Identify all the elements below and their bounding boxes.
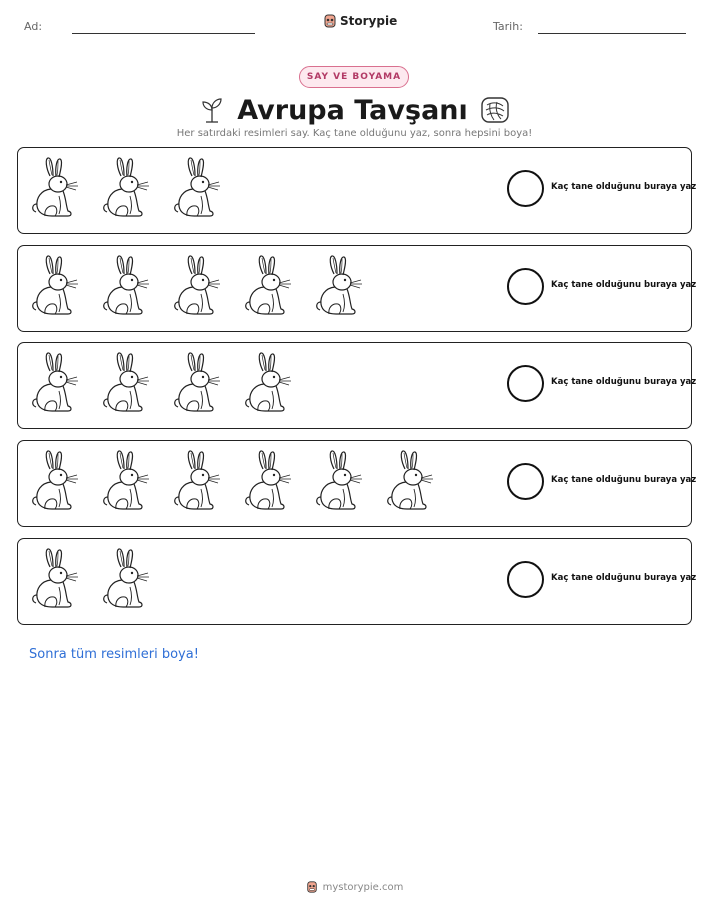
rabbit-icon[interactable]: [241, 351, 298, 415]
rabbit-icon[interactable]: [312, 254, 369, 318]
count-row-5: [17, 538, 697, 625]
activity-badge: SAY VE BOYAMA: [299, 66, 409, 88]
count-row-1: [17, 147, 697, 234]
rabbit-icon[interactable]: [28, 156, 85, 220]
title-row: [0, 90, 709, 130]
rabbit-icon[interactable]: [170, 254, 227, 318]
rabbit-icon[interactable]: [28, 547, 85, 611]
answer-prompt: Kaç tane olduğunu buraya yaz: [551, 182, 697, 192]
answer-prompt: Kaç tane olduğunu buraya yaz: [551, 280, 697, 290]
rabbit-icon[interactable]: [170, 156, 227, 220]
answer-circle[interactable]: [507, 365, 544, 402]
storypie-mascot-icon: [306, 880, 318, 894]
count-row-4: [17, 440, 697, 527]
brand: [323, 13, 397, 29]
rabbit-icon[interactable]: [99, 156, 156, 220]
rabbit-group: [28, 547, 156, 611]
name-line[interactable]: [72, 33, 255, 34]
rabbit-icon[interactable]: [99, 351, 156, 415]
answer-prompt: Kaç tane olduğunu buraya yaz: [551, 573, 697, 583]
footer-site[interactable]: mystorypie.com: [322, 881, 404, 893]
rabbit-icon[interactable]: [28, 351, 85, 415]
date-label: Tarih:: [493, 20, 523, 33]
rabbit-icon[interactable]: [170, 449, 227, 513]
rabbit-icon[interactable]: [99, 547, 156, 611]
rabbit-icon[interactable]: [312, 449, 369, 513]
rabbit-group: [28, 254, 369, 318]
page-title: Avrupa Tavşanı: [237, 94, 468, 126]
name-label: Ad:: [24, 20, 43, 33]
rabbit-icon[interactable]: [241, 449, 298, 513]
answer-circle[interactable]: [507, 170, 544, 207]
rabbit-group: [28, 449, 440, 513]
answer-prompt: Kaç tane olduğunu buraya yaz: [551, 475, 697, 485]
rabbit-group: [28, 156, 227, 220]
rabbit-icon[interactable]: [28, 254, 85, 318]
date-line[interactable]: [538, 33, 686, 34]
rabbit-icon[interactable]: [241, 254, 298, 318]
answer-prompt: Kaç tane olduğunu buraya yaz: [551, 377, 697, 387]
count-row-3: [17, 342, 697, 429]
answer-circle[interactable]: [507, 463, 544, 500]
footer: [0, 880, 709, 894]
rabbit-icon[interactable]: [99, 449, 156, 513]
instructions: Her satırdaki resimleri say. Kaç tane olduğunu yaz, sonra hepsini boya!: [176, 128, 533, 139]
rabbit-icon[interactable]: [383, 449, 440, 513]
answer-circle[interactable]: [507, 561, 544, 598]
yarn-ball-icon: [480, 96, 510, 124]
answer-circle[interactable]: [507, 268, 544, 305]
storypie-mascot-icon: [323, 13, 337, 29]
count-row-2: [17, 245, 697, 332]
footer-instruction: Sonra tüm resimleri boya!: [29, 647, 199, 662]
rabbit-icon[interactable]: [28, 449, 85, 513]
rabbit-group: [28, 351, 298, 415]
rabbit-icon[interactable]: [99, 254, 156, 318]
rabbit-icon[interactable]: [170, 351, 227, 415]
sprout-icon: [199, 96, 225, 124]
brand-name: Storypie: [340, 14, 398, 28]
